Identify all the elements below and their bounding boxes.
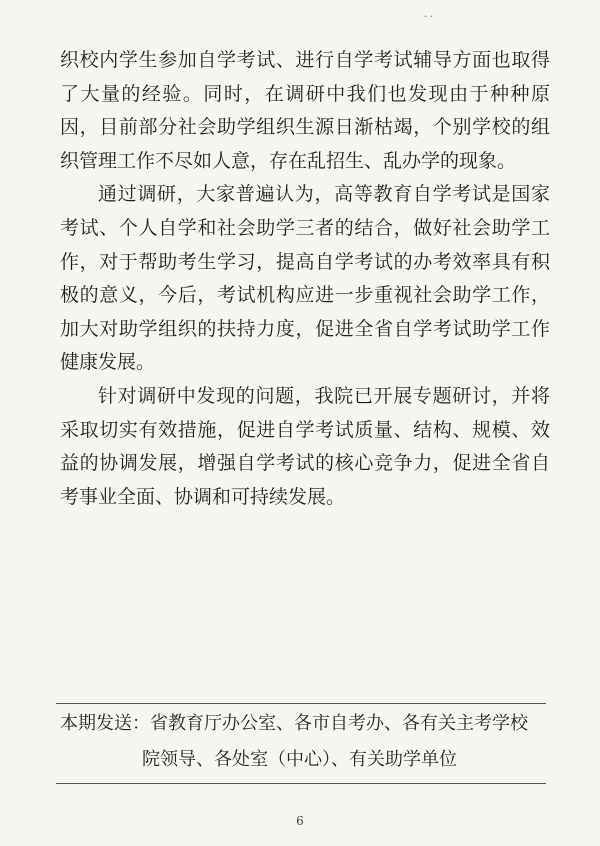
distribution-line-2 xyxy=(142,748,457,772)
header-mark: ·· xyxy=(424,10,435,23)
distribution-recipients-1: 省教育厅办公室、各市自考办、各有关主考学校 xyxy=(150,713,528,734)
paragraph-continuation: 织校内学生参加自学考试、进行自学考试辅导方面也取得了大量的经验。同时，在调研中我们也发现由于种种原因，目前部分社会助学组织生源日渐枯竭，个别学校的组织管理工作不尽如人意，存在乱招生、乱办学的现象。 xyxy=(60,49,550,172)
bottom-divider xyxy=(56,783,546,784)
distribution-line-1 xyxy=(60,712,528,736)
distribution-label: 本期发送： xyxy=(60,713,150,734)
paragraph-measures: 针对调研中发现的问题，我院已开展专题研讨，并将采取切实有效措施，促进自学考试质量、结构、规模、效益的协调发展，增强自学考试的核心竞争力，促进全省自考事业全面、协调和可持续发展。 xyxy=(60,384,550,508)
top-divider xyxy=(56,703,546,704)
body-text xyxy=(60,44,550,514)
distribution-recipients-2: 院领导、各处室（中心）、有关助学单位 xyxy=(142,749,457,770)
page-number: 6 xyxy=(296,814,304,828)
paragraph-survey-findings: 通过调研，大家普遍认为，高等教育自学考试是国家考试、个人自学和社会助学三者的结合，做好社会助学工作，对于帮助考生学习，提高自学考试的办考效率具有积极的意义，今后，考试机构应进一步重视社会助学工作，加大对助学组织的扶持力度，促进全省自学考试助学工作健康发展。 xyxy=(60,183,550,374)
